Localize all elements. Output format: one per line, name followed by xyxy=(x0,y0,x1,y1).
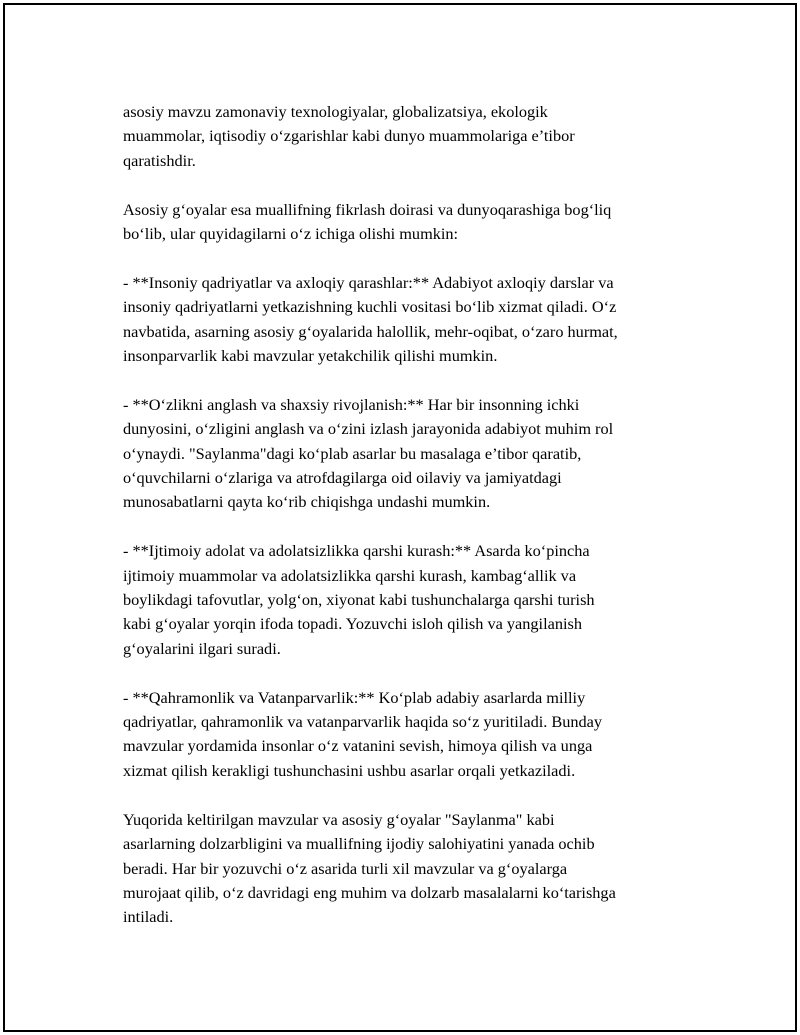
text-line: o‘ynaydi. "Saylanma"dagi ko‘plab asarlar bu masalaga e’tibor qaratib, xyxy=(123,443,582,463)
text-line: beradi. Har bir yozuvchi o‘z asarida turli xil mavzular va g‘oyalarga xyxy=(123,858,568,878)
text-line: - **Insoniy qadriyatlar va axloqiy qarashlar:** Adabiyot axloqiy darslar va xyxy=(123,272,614,292)
list-item-human-values xyxy=(123,271,693,369)
text-line: boylikdagi tafovutlar, yolg‘on, xiyonat kabi tushunchalarga qarshi turish xyxy=(123,590,595,610)
text-line: Asosiy g‘oyalar esa muallifning fikrlash doirasi va dunyoqarashiga bog‘liq xyxy=(123,199,612,219)
text-line: asarlarning dolzarbligini va muallifning ijodiy salohiyatini yanada ochib xyxy=(123,834,595,854)
text-line: asosiy mavzu zamonaviy texnologiyalar, globalizatsiya, ekologik xyxy=(123,102,548,121)
text-line: qaratishdir. xyxy=(123,150,196,170)
text-line: Yuqorida keltirilgan mavzular va asosiy g‘oyalar "Saylanma" kabi xyxy=(123,809,555,829)
paragraph-main-ideas-intro xyxy=(123,198,693,247)
text-line: bo‘lib, ular quyidagilarni o‘z ichiga olishi mumkin: xyxy=(123,224,459,244)
text-line: muammolar, iqtisodiy o‘zgarishlar kabi dunyo muammolariga e’tibor xyxy=(123,126,575,146)
text-line: - **Ijtimoiy adolat va adolatsizlikka qarshi kurash:** Asarda ko‘pincha xyxy=(123,541,590,561)
text-line: - **Qahramonlik va Vatanparvarlik:** Ko‘plab adabiy asarlarda milliy xyxy=(123,687,586,707)
list-item-heroism-patriotism xyxy=(123,686,693,784)
text-line: intiladi. xyxy=(123,907,174,927)
text-line: g‘oyalarini ilgari suradi. xyxy=(123,638,281,658)
list-item-social-justice xyxy=(123,539,693,661)
document-body xyxy=(123,100,693,954)
text-line: - **O‘zlikni anglash va shaxsiy rivojlanish:** Har bir insonning ichki xyxy=(123,394,580,414)
text-line: o‘quvchilarni o‘zlariga va atrofdagilarga oid oilaviy va jamiyatdagi xyxy=(123,468,562,488)
list-item-self-awareness xyxy=(123,393,693,515)
text-line: kabi g‘oyalar yorqin ifoda topadi. Yozuvchi isloh qilish va yangilanish xyxy=(123,614,582,634)
text-line: navbatida, asarning asosiy g‘oyalarida halollik, mehr-oqibat, o‘zaro hurmat, xyxy=(123,321,618,341)
text-line: mavzular yordamida insonlar o‘z vatanini sevish, himoya qilish va unga xyxy=(123,736,593,756)
text-line: munosabatlarni qayta ko‘rib chiqishga undashi mumkin. xyxy=(123,492,491,512)
text-line: qadriyatlar, qahramonlik va vatanparvarlik haqida so‘z yuritiladi. Bunday xyxy=(123,712,603,732)
text-line: insonparvarlik kabi mavzular yetakchilik qilishi mumkin. xyxy=(123,346,498,366)
text-line: dunyosini, o‘zligini anglash va o‘zini izlash jarayonida adabiyot muhim rol xyxy=(123,419,614,439)
text-line: ijtimoiy muammolar va adolatsizlikka qarshi kurash, kambag‘allik va xyxy=(123,565,577,585)
paragraph-intro-continuation xyxy=(123,100,693,173)
paragraph-conclusion xyxy=(123,808,693,930)
text-line: insoniy qadriyatlarni yetkazishning kuchli vositasi bo‘lib xizmat qiladi. O‘z xyxy=(123,297,617,317)
text-line: murojaat qilib, o‘z davridagi eng muhim va dolzarb masalalarni ko‘tarishga xyxy=(123,882,616,902)
page-frame xyxy=(3,3,797,1032)
text-line: xizmat qilish kerakligi tushunchasini ushbu asarlar orqali yetkaziladi. xyxy=(123,760,576,780)
